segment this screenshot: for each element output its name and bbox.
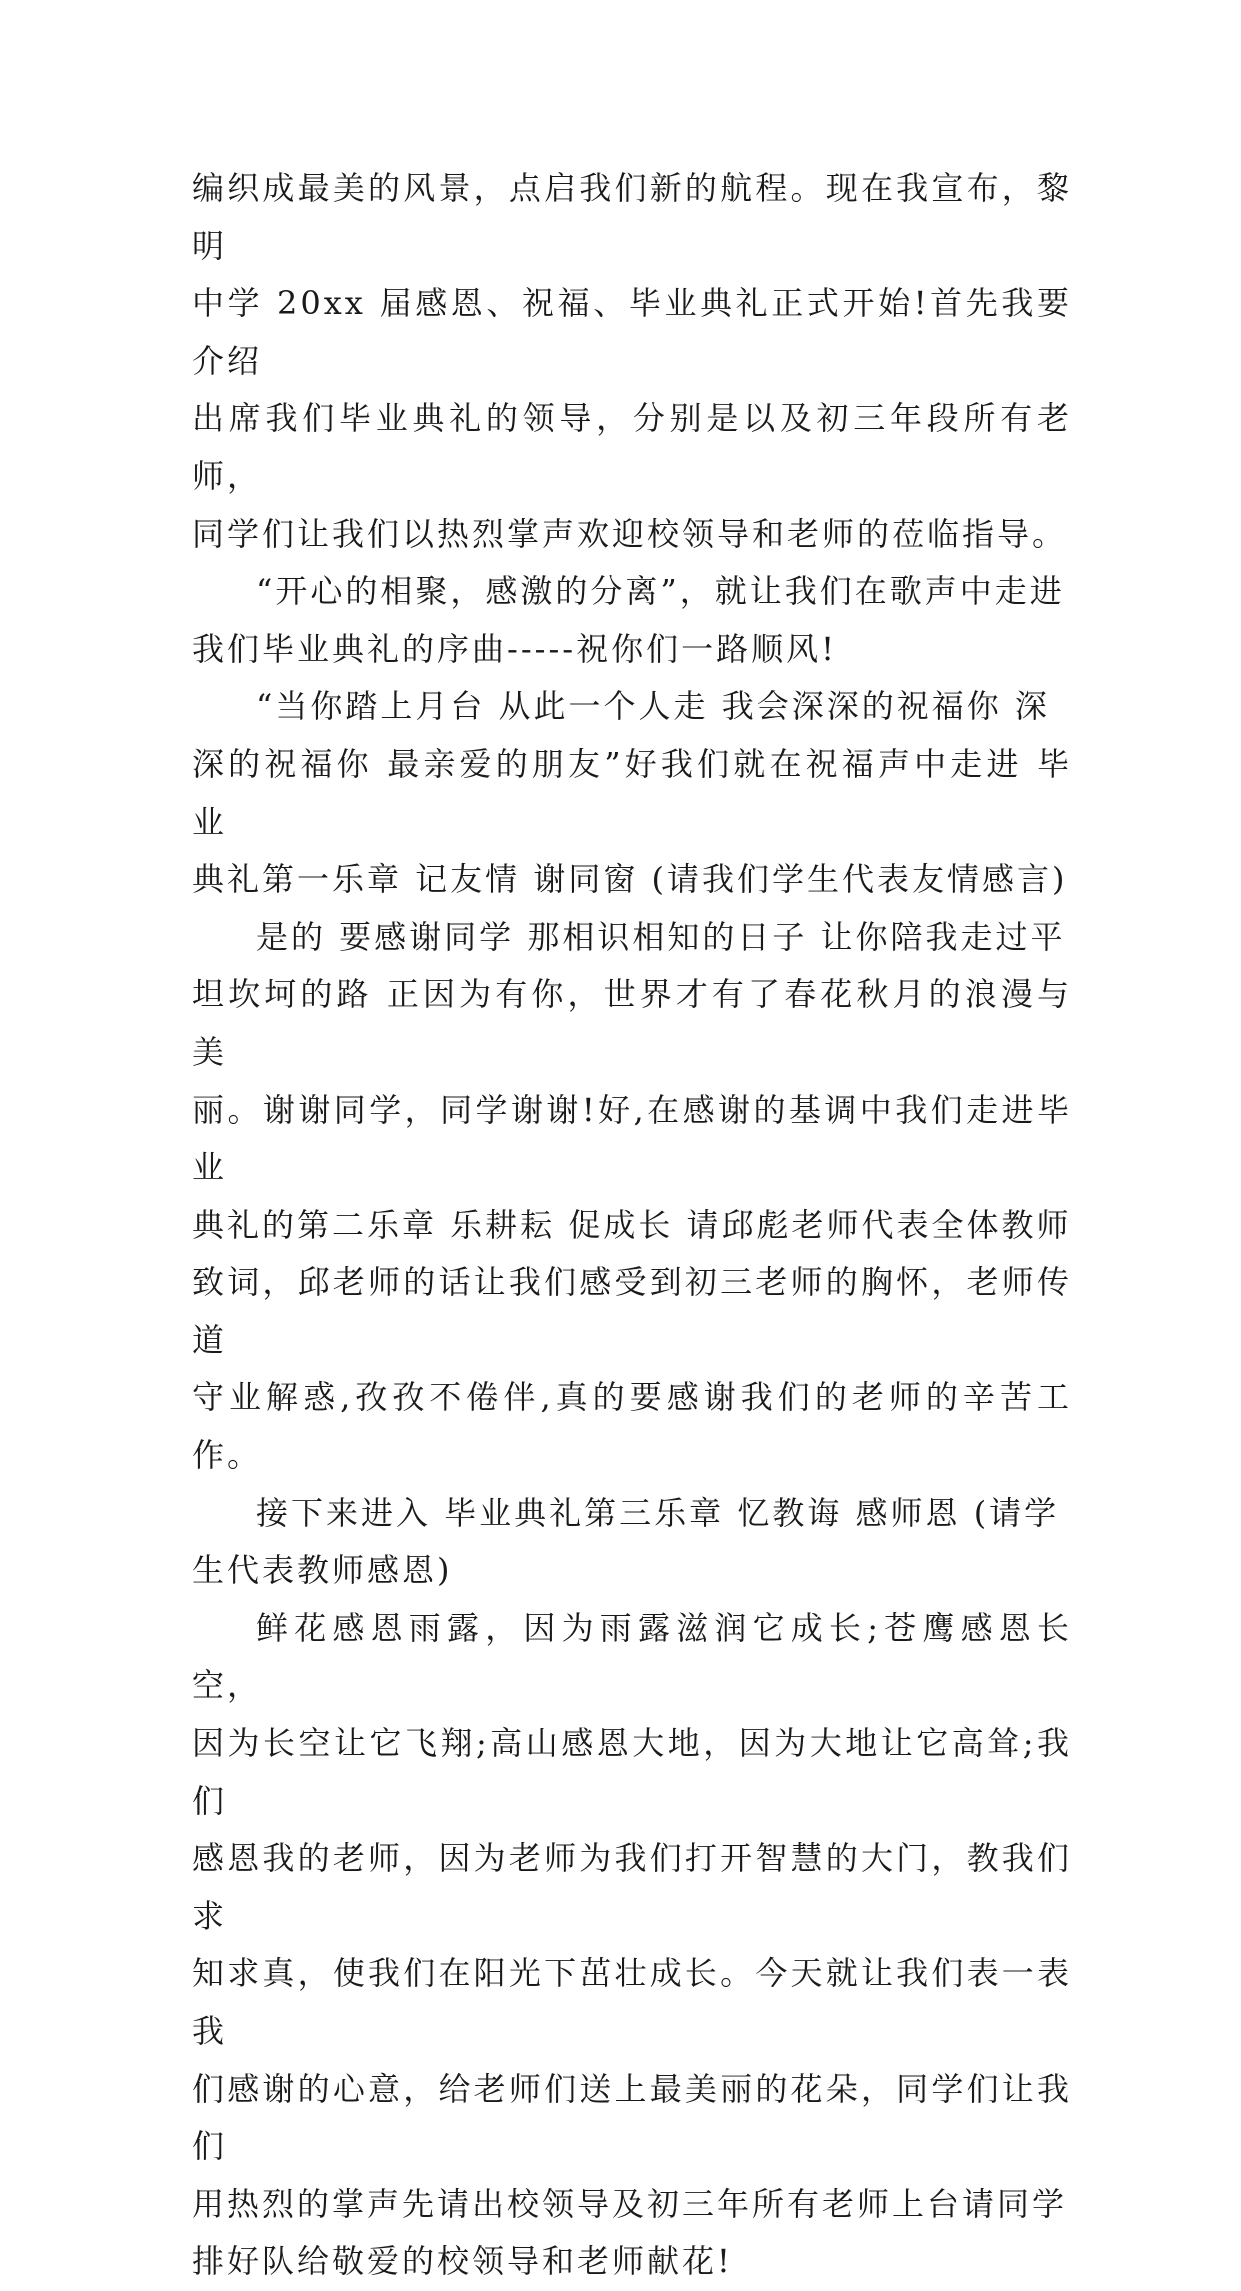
text-line: 排好队给敬爱的校领导和老师献花! — [192, 2242, 733, 2281]
document-body — [192, 160, 1072, 2291]
text-line: 典礼第一乐章 记友情 谢同窗 (请我们学生代表友情感言) — [192, 860, 1068, 899]
text-line: 知求真，使我们在阳光下茁壮成长。今天就让我们表一表我 — [192, 1954, 1072, 2050]
text-line: 生代表教师感恩) — [192, 1551, 453, 1590]
text-line: 感恩我的老师，因为老师为我们打开智慧的大门，教我们求 — [192, 1839, 1072, 1935]
paragraph-chapter-three — [192, 1485, 1072, 1600]
text-line: 是的 要感谢同学 那相识相知的日子 让你陪我走过平 — [256, 917, 1066, 956]
text-line: 们感谢的心意，给老师们送上最美丽的花朵，同学们让我们 — [192, 2069, 1072, 2166]
paragraph-gratitude — [192, 1600, 1072, 2291]
text-line: “开心的相聚，感激的分离”，就让我们在歌声中走进 — [256, 572, 1065, 611]
text-line: 接下来进入 毕业典礼第三乐章 忆教诲 感师恩 (请学 — [256, 1493, 1060, 1532]
text-line: 深的祝福你 最亲爱的朋友”好我们就在祝福声中走进 毕业 — [192, 744, 1072, 841]
paragraph-opening — [192, 160, 1072, 563]
text-line: 我们毕业典礼的序曲-----祝你们一路顺风! — [192, 629, 837, 668]
paragraph-chapter-one — [192, 678, 1072, 908]
text-line: 编织成最美的风景，点启我们新的航程。现在我宣布，黎明 — [192, 169, 1072, 265]
text-line: 典礼的第二乐章 乐耕耘 促成长 请邱彪老师代表全体教师 — [192, 1205, 1072, 1244]
text-line: 丽。谢谢同学，同学谢谢!好,在感谢的基调中我们走进毕业 — [192, 1090, 1072, 1187]
text-line: 用热烈的掌声先请出校领导及初三年所有老师上台请同学 — [192, 2184, 1068, 2223]
text-line: 中学 20xx 届感恩、祝福、毕业典礼正式开始!首先我要介绍 — [192, 284, 1072, 380]
text-line: 鲜花感恩雨露，因为雨露滋润它成长;苍鹰感恩长空， — [192, 1608, 1072, 1705]
text-line: 出席我们毕业典礼的领导，分别是以及初三年段所有老师， — [192, 399, 1072, 495]
text-line: 同学们让我们以热烈掌声欢迎校领导和老师的莅临指导。 — [192, 514, 1068, 553]
text-line: 坦坎坷的路 正因为有你，世界才有了春花秋月的浪漫与美 — [192, 975, 1072, 1071]
text-line: 因为长空让它飞翔;高山感恩大地，因为大地让它高耸;我们 — [192, 1724, 1072, 1820]
paragraph-chapter-two — [192, 909, 1072, 1485]
text-line: 致词，邱老师的话让我们感受到初三老师的胸怀，老师传道 — [192, 1263, 1072, 1359]
paragraph-prelude — [192, 563, 1072, 678]
text-line: “当你踏上月台 从此一个人走 我会深深的祝福你 深 — [256, 687, 1050, 726]
text-line: 守业解惑,孜孜不倦伴,真的要感谢我们的老师的辛苦工作。 — [192, 1378, 1072, 1475]
